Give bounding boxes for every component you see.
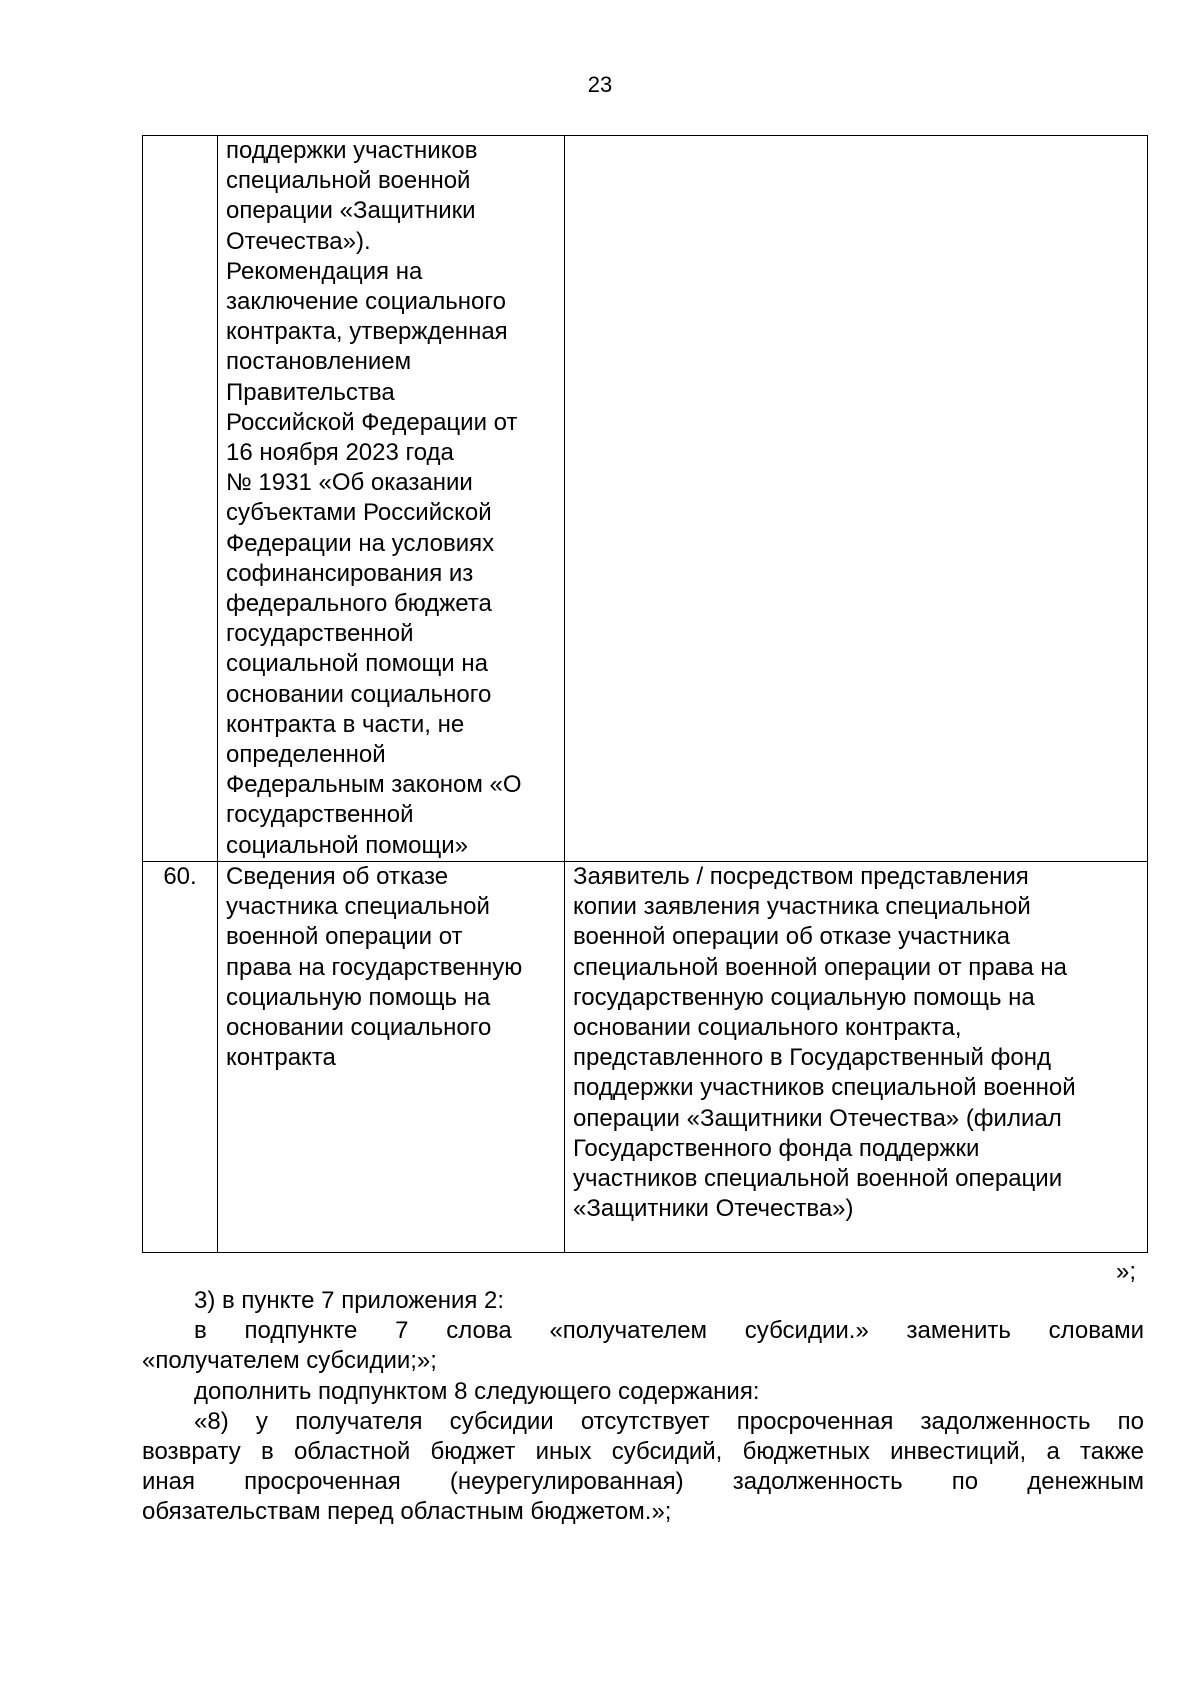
documents-table — [142, 135, 1148, 1253]
amendment-text — [142, 1286, 1144, 1528]
text-line: государственную социальную помощь на — [573, 983, 1035, 1011]
page-number: 23 — [587, 72, 613, 97]
row-number-cell — [143, 136, 218, 862]
text-line: поддержки участников специальной военной — [573, 1074, 1076, 1102]
text-line: контракта в части, не — [226, 710, 465, 738]
text-line: Заявитель / посредством представления — [573, 863, 1029, 890]
text-line: специальной военной — [226, 167, 471, 195]
text-line: копии заявления участника специальной — [573, 893, 1031, 921]
text-line: Отечества»). — [226, 227, 371, 255]
table-row — [143, 862, 1148, 1253]
text-line: участников специальной военной операции — [573, 1165, 1063, 1193]
text-line: контракта, утвержденная — [226, 318, 508, 346]
document-name-text — [218, 136, 564, 861]
text-line: государственной — [226, 620, 414, 648]
table-row — [143, 136, 1148, 862]
text-line: социальную помощь на — [226, 983, 491, 1011]
text-line: военной операции об отказе участника — [573, 923, 1011, 951]
paragraph-line: дополнить подпунктом 8 следующего содержания: — [194, 1377, 760, 1405]
paragraph-line: 3) в пункте 7 приложения 2: — [194, 1287, 505, 1314]
text-line: Правительства — [226, 378, 395, 406]
document-source-cell — [565, 136, 1148, 862]
text-line: поддержки участников — [226, 137, 478, 164]
text-line: постановлением — [226, 348, 412, 376]
paragraph-line: «получателем субсидии;»; — [142, 1347, 437, 1375]
paragraph-line: иная просроченная (неурегулированная) задолженность по денежным — [142, 1468, 1144, 1496]
row-number-cell: 60. — [143, 862, 218, 1253]
document-name-cell — [218, 136, 565, 862]
text-line: Сведения об отказе — [226, 863, 449, 890]
text-line: военной операции от — [226, 923, 463, 951]
text-line: контракта — [226, 1044, 336, 1072]
text-line: специальной военной операции от права на — [573, 953, 1068, 981]
text-line: операции «Защитники Отечества» (филиал — [573, 1104, 1062, 1132]
text-line: Федерации на условиях — [226, 529, 495, 557]
text-line: федерального бюджета — [226, 590, 492, 618]
text-line: субъектами Российской — [226, 499, 492, 527]
document-source-cell — [565, 862, 1148, 1253]
text-line: социальной помощи» — [226, 831, 468, 859]
text-line: основании социального — [226, 680, 492, 708]
text-line: «Защитники Отечества») — [573, 1195, 854, 1223]
text-line: Российской Федерации от — [226, 408, 518, 436]
document-name-cell — [218, 862, 565, 1253]
closing-quote-mark: »; — [1116, 1258, 1137, 1285]
text-line: участника специальной — [226, 893, 490, 921]
document-source-text — [565, 862, 1147, 1224]
document-name-text — [218, 862, 564, 1073]
text-line: заключение социального — [226, 288, 506, 316]
text-line: Государственного фонда поддержки — [573, 1134, 980, 1162]
paragraph-line: в подпункте 7 слова «получателем субсидии.» заменить словами — [194, 1317, 1144, 1345]
text-line: основании социального — [226, 1014, 492, 1042]
text-line: представленного в Государственный фонд — [573, 1044, 1051, 1072]
text-line: права на государственную — [226, 953, 523, 981]
text-line: государственной — [226, 801, 414, 829]
text-line: № 1931 «Об оказании — [226, 469, 473, 497]
text-line: софинансирования из — [226, 559, 474, 587]
text-line: определенной — [226, 741, 386, 769]
paragraph-line: возврату в областной бюджет иных субсидий, бюджетных инвестиций, а также — [142, 1438, 1144, 1466]
paragraph-line: «8) у получателя субсидии отсутствует просроченная задолженность по — [194, 1407, 1144, 1435]
text-line: операции «Защитники — [226, 197, 476, 225]
text-line: основании социального контракта, — [573, 1014, 962, 1042]
paragraph-line: обязательствам перед областным бюджетом.»; — [142, 1498, 672, 1526]
text-line: Рекомендация на — [226, 257, 423, 285]
text-line: Федеральным законом «О — [226, 771, 522, 799]
text-line: социальной помощи на — [226, 650, 488, 678]
text-line: 16 ноября 2023 года — [226, 439, 454, 467]
